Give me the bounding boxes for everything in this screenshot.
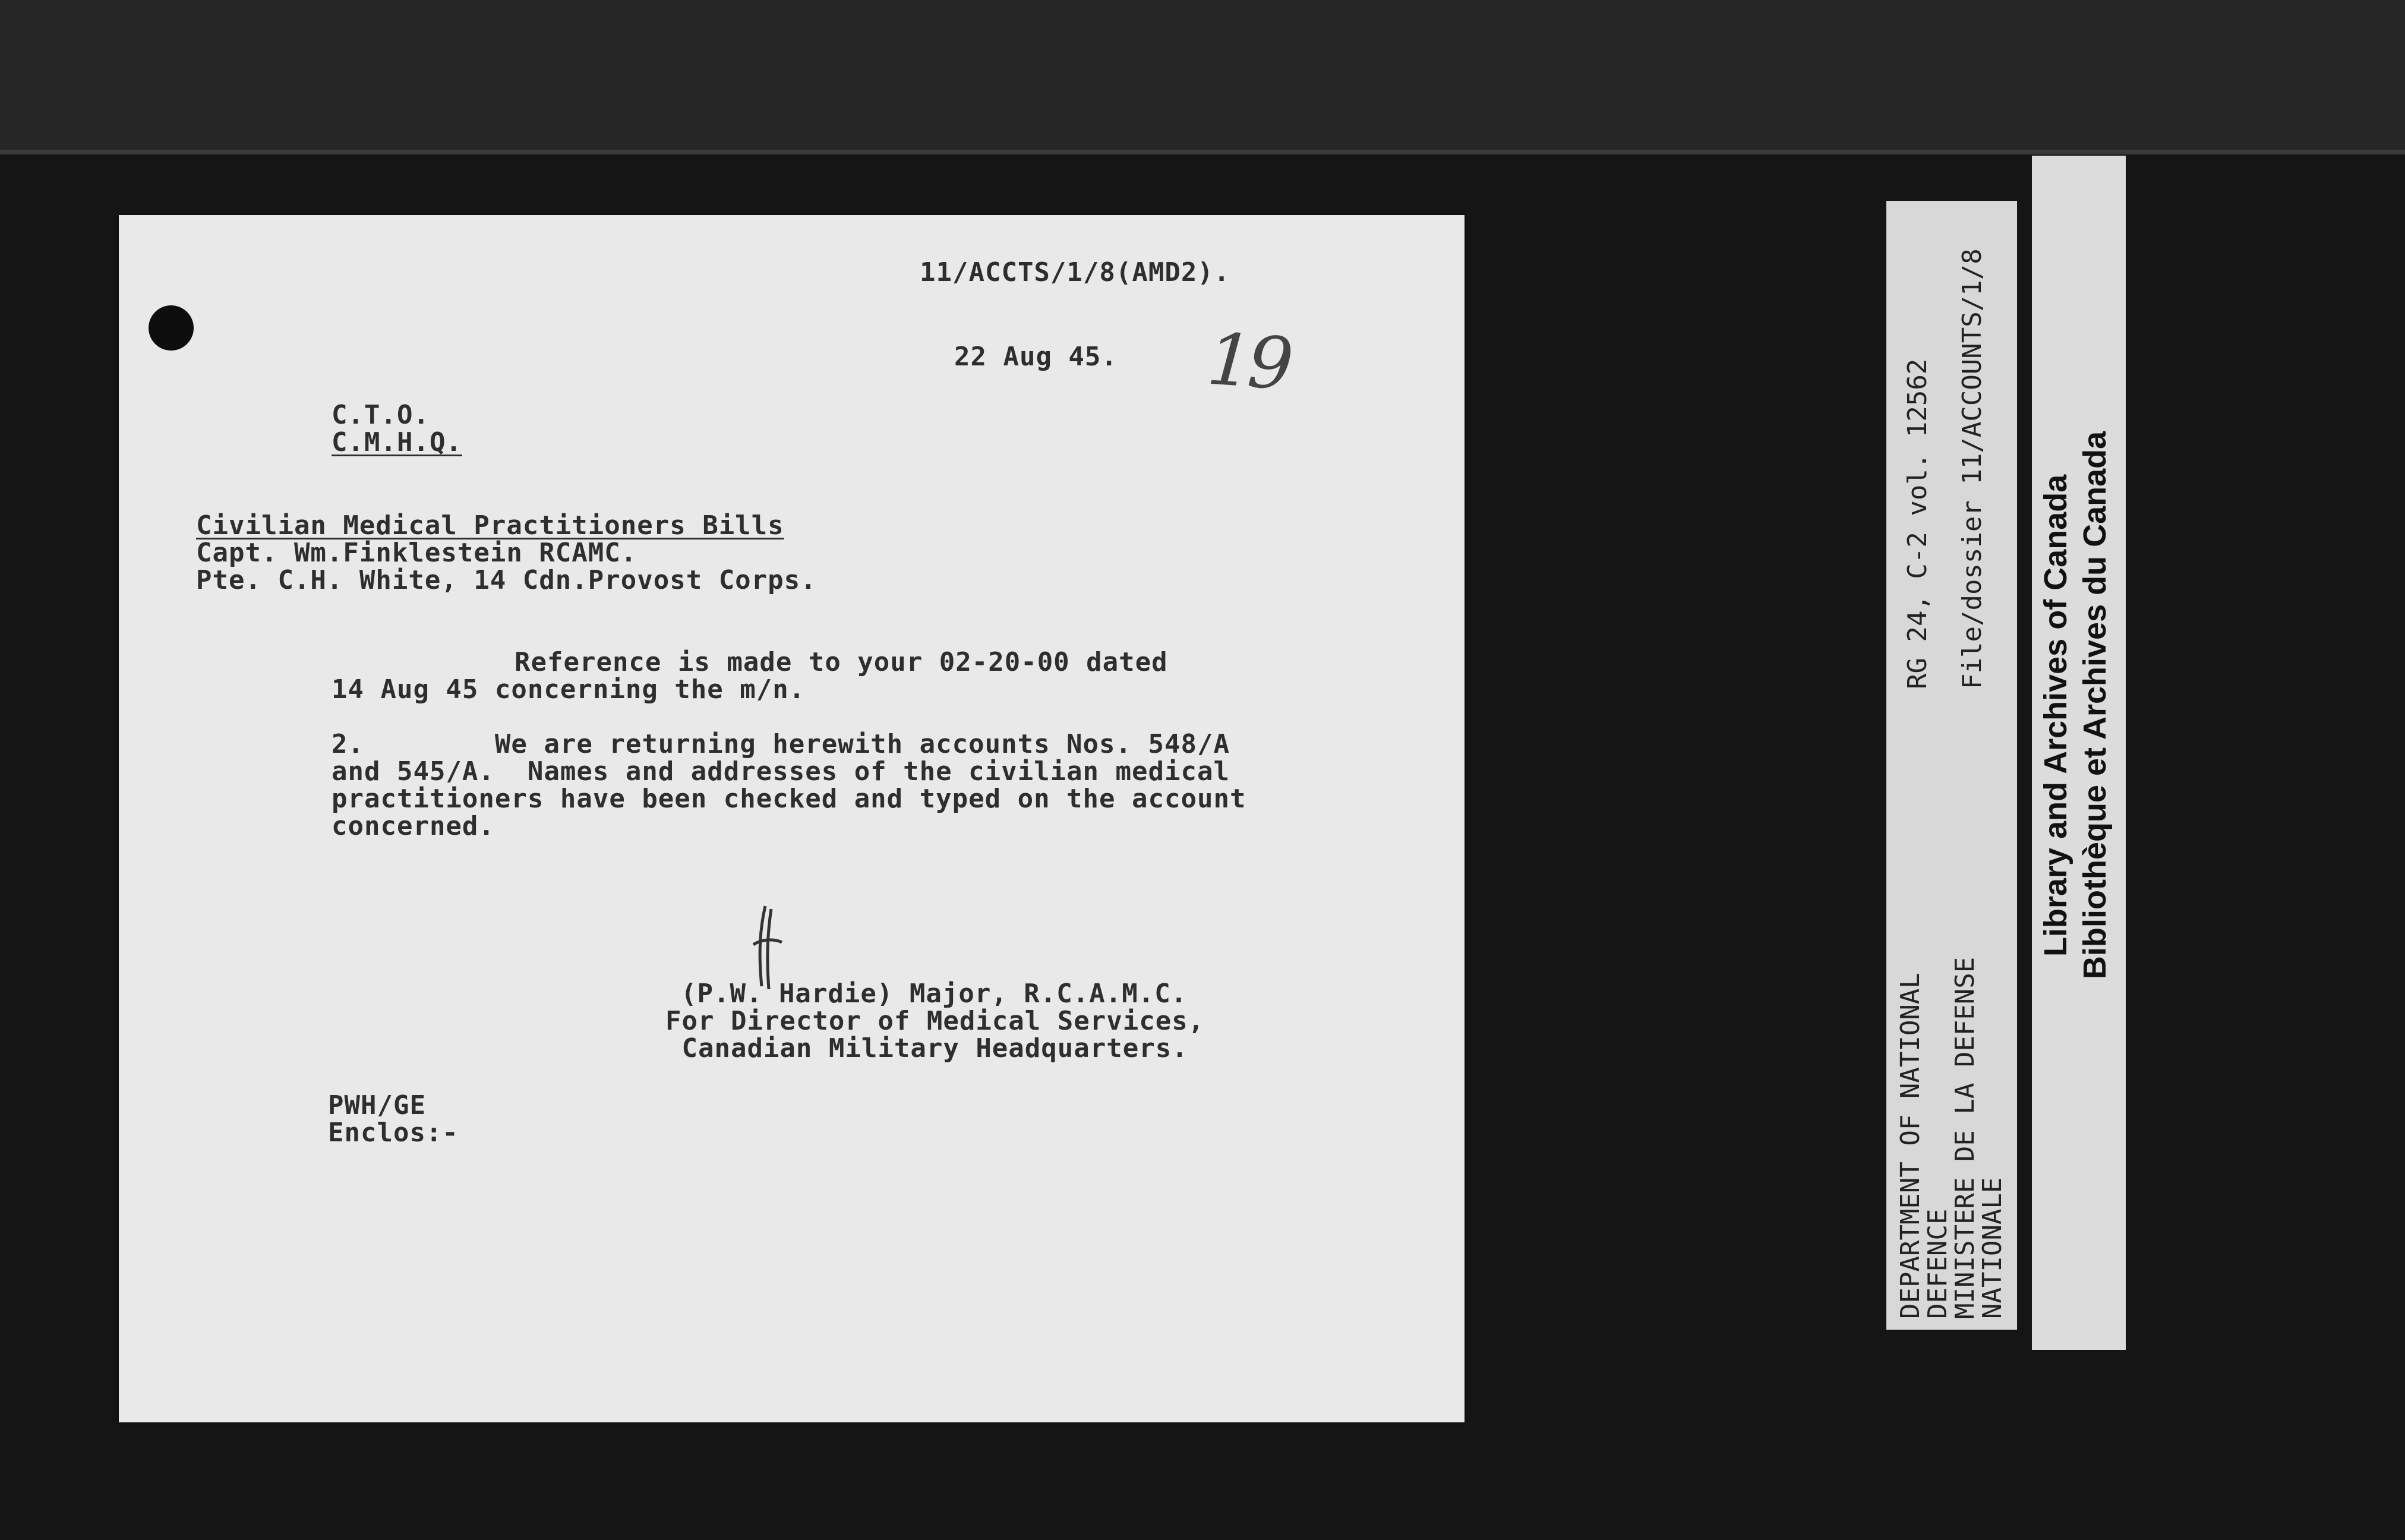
folio-number: 19 [1204,318,1292,406]
record-group-reference: RG 24, C-2 vol. 12562 [1902,358,1933,689]
signature-line-1: (P.W. Hardie) Major, R.C.A.M.C. [681,979,1188,1009]
file-reference-label: File/dossier 11/ACCOUNTS/1/8 [1957,248,1987,689]
top-background-band [0,0,2405,152]
lac-name-english: Library and Archives of Canada [2038,474,2073,957]
subject-title: Civilian Medical Practitioners Bills [196,510,784,541]
top-band-edge [0,150,2405,154]
subject-line-2: Capt. Wm.Finklestein RCAMC. [196,538,637,568]
paragraph-1-line-2: 14 Aug 45 concerning the m/n. [332,674,806,705]
signature-line-2: For Director of Medical Services, [665,1006,1205,1036]
enclosures-label: Enclos:- [328,1118,459,1148]
addressee-line-2: C.M.H.Q. [332,427,462,457]
department-line-3: MINISTERE DE LA DEFENSE [1950,957,1980,1319]
department-line-4: NATIONALE [1977,1177,2008,1319]
department-line-1: DEPARTMENT OF NATIONAL [1895,973,1926,1319]
paragraph-2-line-4: concerned. [332,811,495,841]
paragraph-1-line-1: Reference is made to your 02-20-00 dated [515,647,1168,677]
file-reference: 11/ACCTS/1/8(AMD2). [920,257,1230,288]
punch-hole [149,305,194,351]
addressee-line-1: C.T.O. [332,400,430,430]
paragraph-2-line-1: 2. We are returning herewith accounts Nos. 548/A [332,729,1230,759]
lac-name-french: Bibliothèque et Archives du Canada [2077,431,2113,979]
department-line-2: DEFENCE [1923,1208,1953,1319]
letter-date: 22 Aug 45. [954,342,1118,372]
paragraph-2-line-2: and 545/A. Names and addresses of the civilian medical [332,756,1230,787]
subject-line-3: Pte. C.H. White, 14 Cdn.Provost Corps. [196,565,817,595]
paragraph-2-line-3: practitioners have been checked and typed on the account [332,784,1246,814]
reference-initials: PWH/GE [328,1090,426,1121]
signature-line-3: Canadian Military Headquarters. [665,1033,1188,1064]
